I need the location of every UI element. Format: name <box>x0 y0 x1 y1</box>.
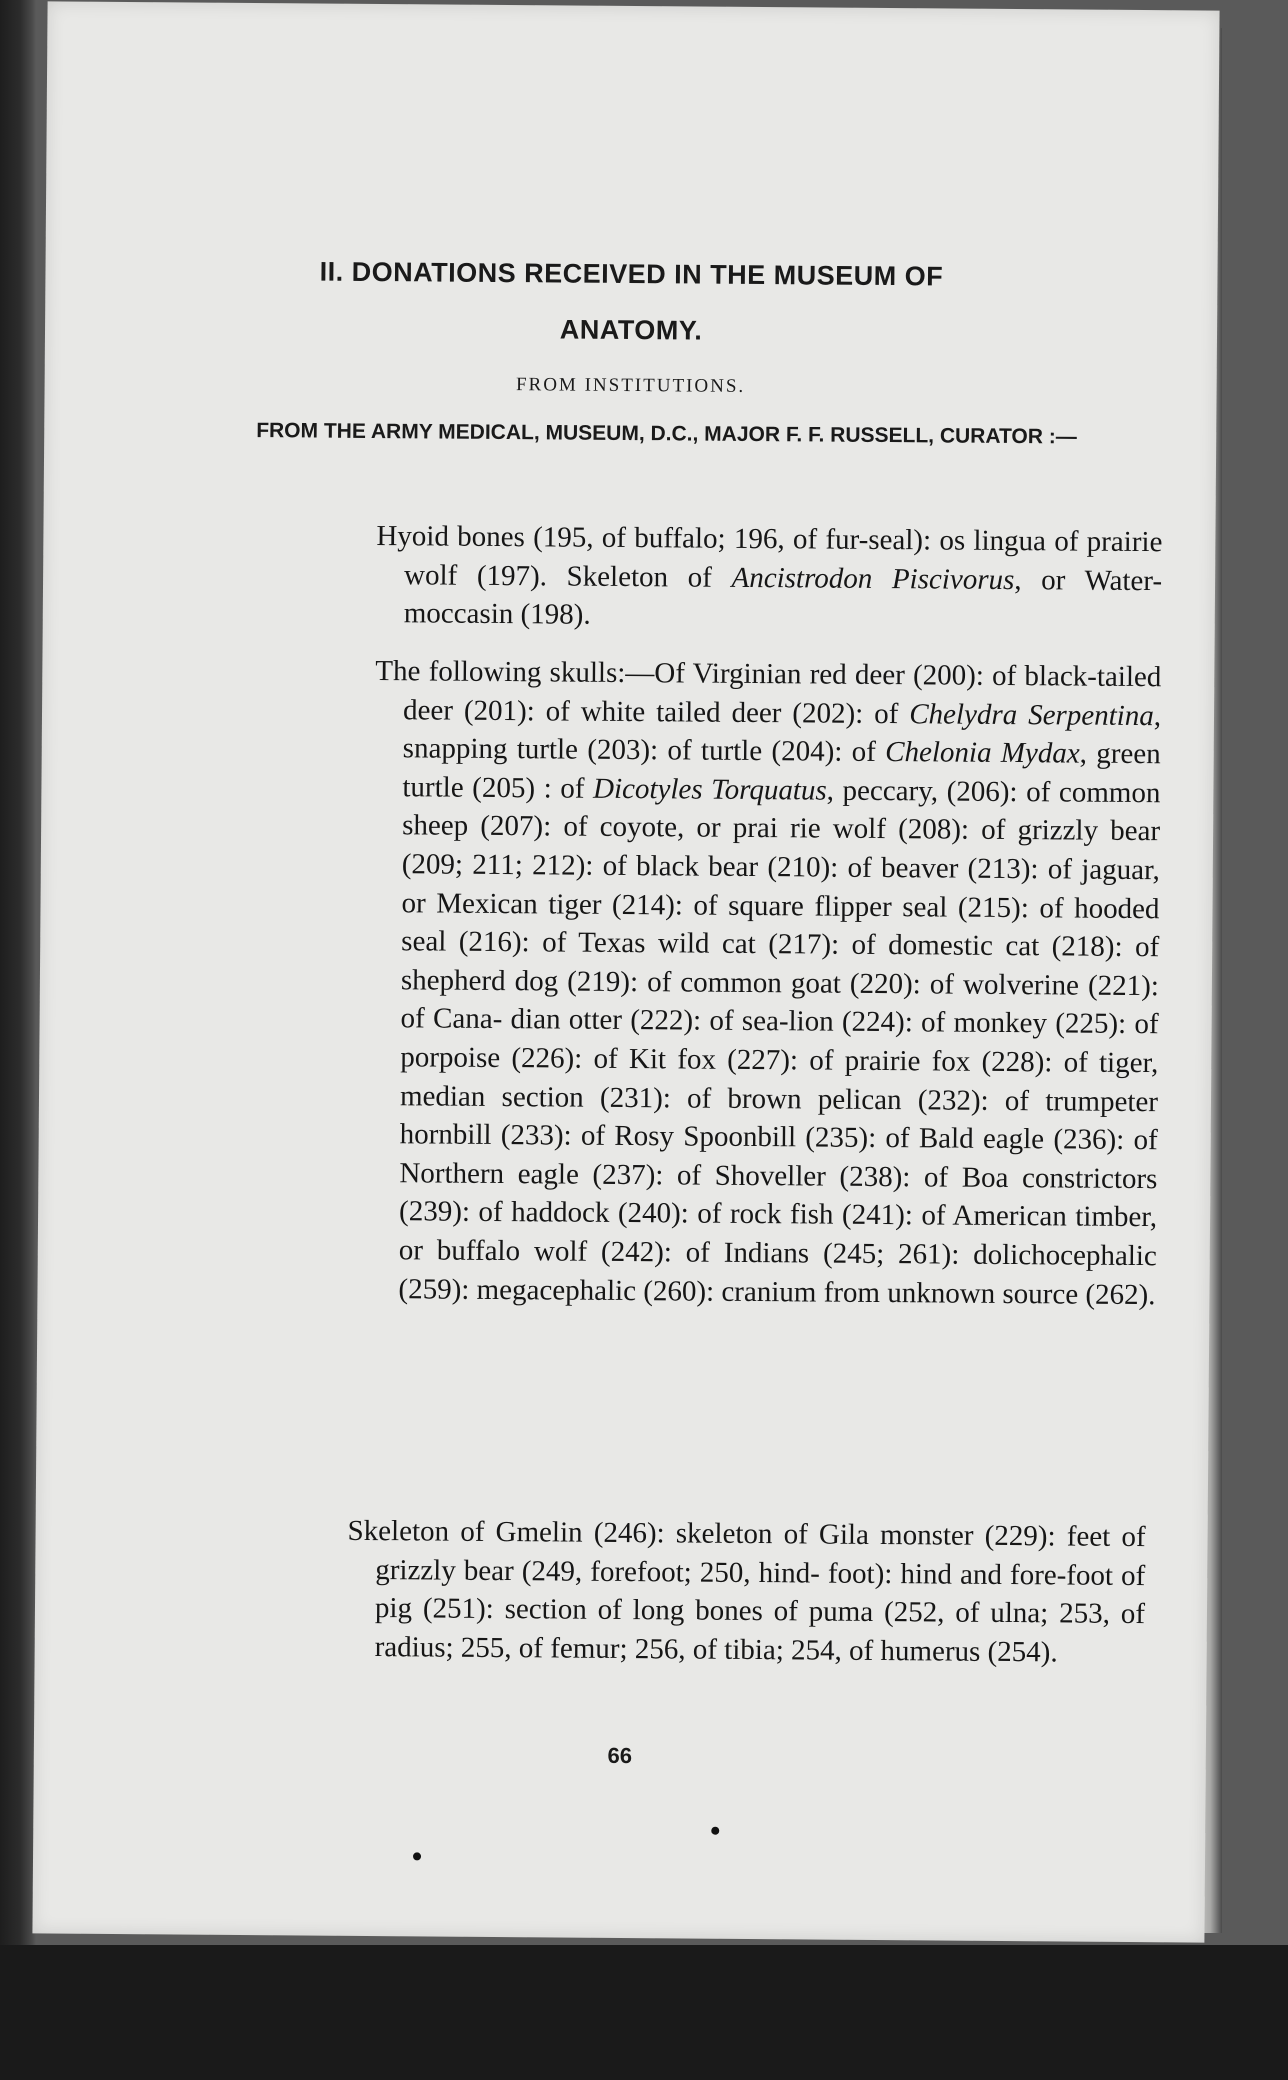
page-number: 66 <box>607 1742 633 1769</box>
entry-text: , green turtle (205) : of <box>402 737 1161 805</box>
entry-text: Hyoid bones (195, of buffalo; 196, of fur-seal): os lingua of prairie wolf (197). Skeleton of <box>376 520 1163 594</box>
subheading: FROM INSTITUTIONS. <box>515 374 746 397</box>
page-title <box>45 241 1218 362</box>
species-name: Chelonia Mydax <box>885 736 1080 770</box>
entry-text: The following skulls:—Of Virginian red deer (200): of black-tailed deer (201): of white tailed deer (202): of <box>375 655 1162 730</box>
ink-speck <box>711 1827 719 1835</box>
species-name: Dicotyles Torquatus <box>592 772 827 807</box>
donation-entry-hyoid <box>376 517 1163 639</box>
ink-speck <box>413 1852 421 1860</box>
entry-text: , or Water-moccasin (198). <box>403 563 1163 631</box>
title-line-2: ANATOMY. <box>559 314 703 346</box>
donation-entry-skeletons: Skeleton of Gmelin (246): skeleton of Gila monster (229): feet of grizzly bear (249, forefoot; 250, hind- foot): hind and fore-foot of pig (251): section of long bones of puma (252, of ulna; 253, of radius; 255, of femur; 256, of tibia; 254, of humerus (254). <box>347 1514 1146 1669</box>
scan-bottom-strip <box>0 1945 1288 2080</box>
donor-heading: FROM THE ARMY MEDICAL, MUSEUM, D.C., MAJOR F. F. RUSSELL, CURATOR :— <box>256 419 1077 449</box>
donation-entry-skulls <box>370 652 1161 1314</box>
title-line-1: II. DONATIONS RECEIVED IN THE MUSEUM OF <box>319 256 944 292</box>
book-page <box>32 1 1219 1942</box>
species-name: Ancistrodon Piscivorus <box>731 561 1015 596</box>
species-name: Chelydra Serpentina <box>909 697 1154 732</box>
entry-text: , peccary, (206): of common sheep (207): of coyote, or prai rie wolf (208): of grizzly bear (209; 211; 212): of black bear (210): of beaver (213): of jaguar, or Mexican tiger (214): of square flipper seal (215): of hooded seal (216): of Texas wild cat (217): of domestic cat (218): of shepherd dog (219): of common goat (220): of wolverine (221): of Cana- dian otter (222): of sea-lion (224): of monkey (225): of porpoise (226): of Kit fox (227): of prairie fox (228): of tiger, median section (231): of brown pelican (232): of trumpeter hornbill (233): of Rosy Spoonbill (235): of Bald eagle (236): of Northern eagle (237): of Shoveller (238): of Boa constrictors (239): of haddock (240): of rock fish (241): of American timber, or buffalo wolf (242): of Indians (245; 261): dolichocephalic (259): megacephalic (260): cranium from unknown source (262). <box>398 774 1161 1311</box>
entry-text: , snapping turtle (203): of turtle (204): of <box>402 699 1162 769</box>
